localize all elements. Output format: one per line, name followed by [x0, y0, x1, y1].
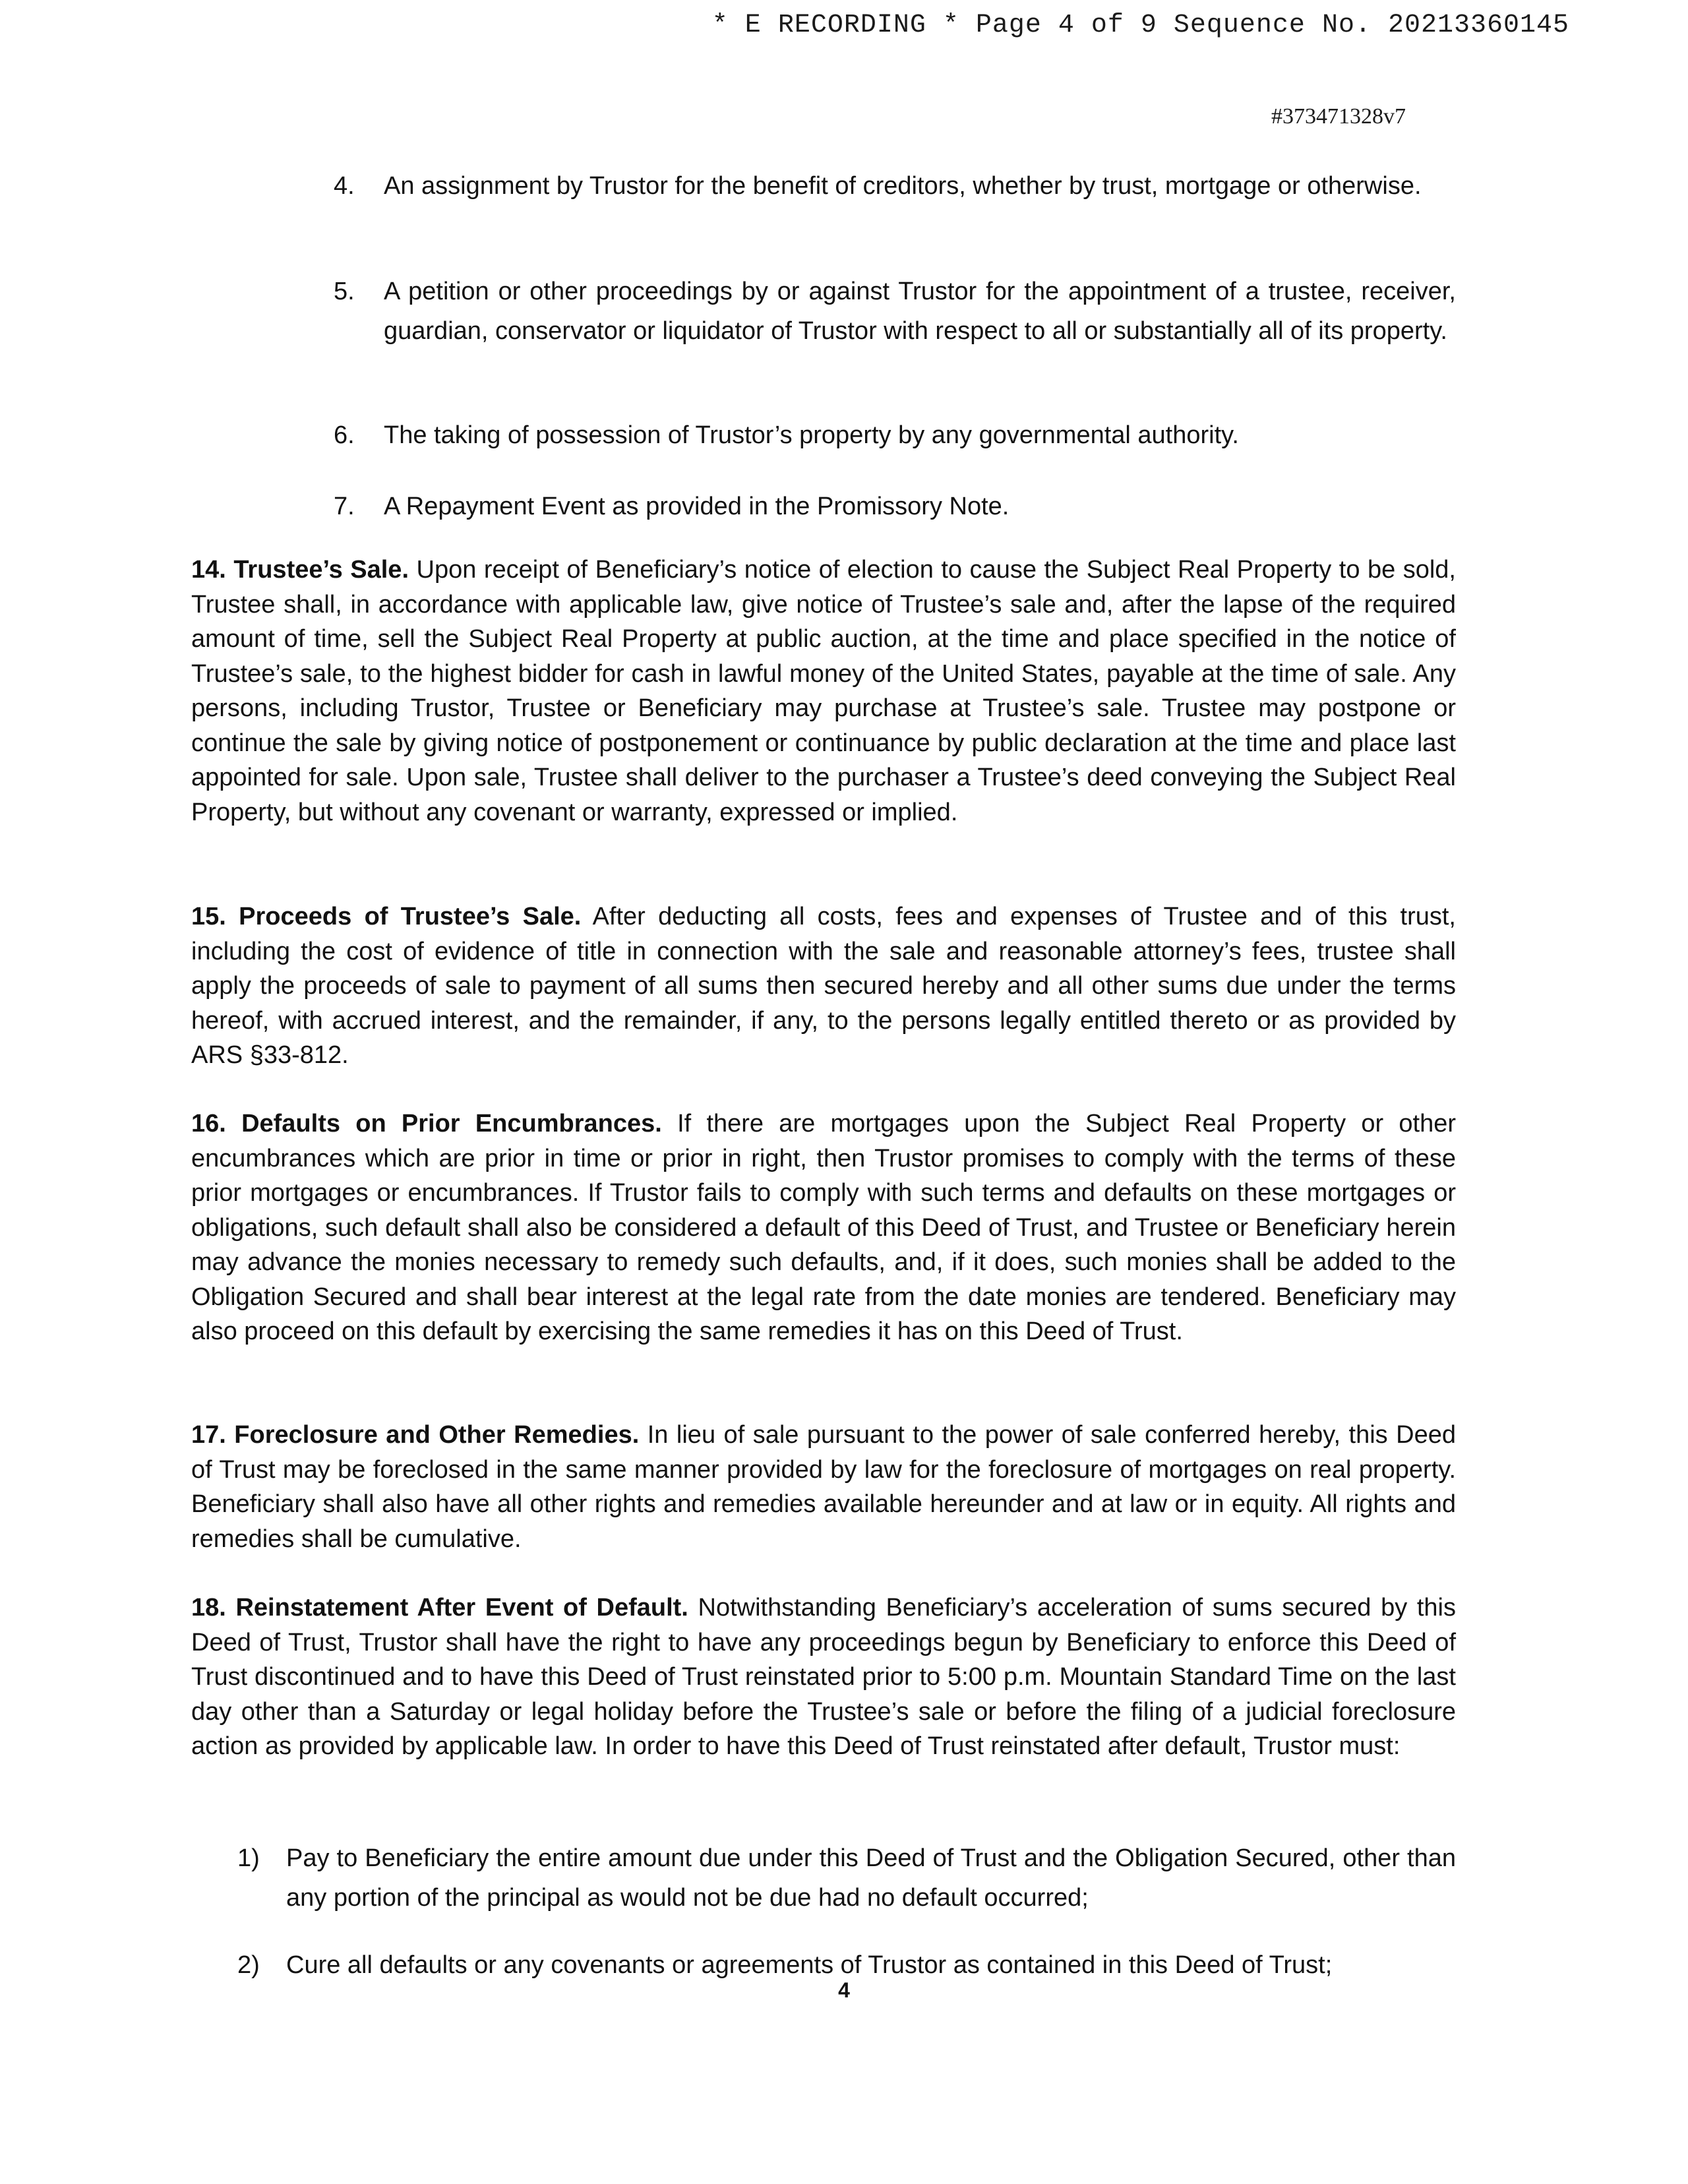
document-id: #373471328v7 [1271, 104, 1406, 129]
list-text: Pay to Beneficiary the entire amount due under this Deed of Trust and the Obligation Secured, other than any portion of the principal as would not be due had no default occurred; [286, 1844, 1456, 1912]
section-15 [191, 899, 1456, 1073]
list-number: 1) [237, 1844, 260, 1872]
section-heading: 16. Defaults on Prior Encumbrances. [191, 1110, 662, 1138]
recording-header: * E RECORDING * Page 4 of 9 Sequence No. 20213360145 [711, 11, 1569, 40]
list-item [237, 1838, 1456, 1918]
section-16 [191, 1107, 1456, 1349]
list-text: An assignment by Trustor for the benefit of creditors, whether by trust, mortgage or otherwise. [384, 172, 1422, 200]
list-number: 7. [334, 493, 355, 520]
list-text: A petition or other proceedings by or against Trustor for the appointment of a trustee, receiver, guardian, conservator or liquidator of Trustor with respect to all or substantially all of its property. [384, 278, 1456, 345]
list-number: 6. [334, 421, 355, 449]
list-number: 4. [334, 172, 355, 200]
section-heading: 14. Trustee’s Sale. [191, 556, 409, 584]
list-item [334, 166, 1456, 206]
list-item [334, 415, 1456, 455]
list-text: The taking of possession of Trustor’s property by any governmental authority. [384, 421, 1239, 449]
section-body: Notwithstanding Beneficiary’s acceleration of sums secured by this Deed of Trust, Trustor shall have the right to have any proceedings begun by Beneficiary to enforce this Deed of Trust discontinued and to have this Deed of Trust reinstated prior to 5:00 p.m. Mountain Standard Time on the last day other than a Saturday or legal holiday before the Trustee’s sale or before the filing of a judicial foreclosure action as provided by applicable law. In order to have this Deed of Trust reinstated after default, Trustor must: [191, 1594, 1456, 1760]
list-item [334, 487, 1456, 526]
page-number: 4 [838, 1978, 850, 2002]
section-body: In lieu of sale pursuant to the power of sale conferred hereby, this Deed of Trust may be foreclosed in the same manner provided by law for the foreclosure of mortgages on real property. Beneficiary shall also have all other rights and remedies available hereunder and at law or in equity. All rights and remedies shall be cumulative. [191, 1421, 1456, 1553]
section-18 [191, 1591, 1456, 1764]
list-text: A Repayment Event as provided in the Promissory Note. [384, 493, 1010, 520]
section-heading: 17. Foreclosure and Other Remedies. [191, 1421, 640, 1449]
section-body: After deducting all costs, fees and expenses of Trustee and of this trust, including the cost of evidence of title in connection with the sale and reasonable attorney’s fees, trustee shall apply the proceeds of sale to payment of all sums then secured hereby and all other sums due under the terms hereof, with accrued interest, and the remainder, if any, to the persons legally entitled thereto or as provided by ARS §33-812. [191, 903, 1456, 1069]
list-item [334, 272, 1456, 351]
section-17 [191, 1418, 1456, 1556]
list-number: 5. [334, 278, 355, 305]
section-body: Upon receipt of Beneficiary’s notice of election to cause the Subject Real Property to be sold, Trustee shall, in accordance with applicable law, give notice of Trustee’s sale and, after the lapse of the required amount of time, sell the Subject Real Property at public auction, at the time and place specified in the notice of Trustee’s sale, to the highest bidder for cash in lawful money of the United States, payable at the time of sale. Any persons, including Trustor, Trustee or Beneficiary may purchase at Trustee’s sale. Trustee may postpone or continue the sale by giving notice of postponement or continuance by public declaration at the time and place last appointed for sale. Upon sale, Trustee shall deliver to the purchaser a Trustee’s deed conveying the Subject Real Property, but without any covenant or warranty, expressed or implied. [191, 556, 1456, 826]
section-body: If there are mortgages upon the Subject Real Property or other encumbrances which are prior in time or prior in right, then Trustor promises to comply with the terms of these prior mortgages or encumbrances. If Trustor fails to comply with such terms and defaults on these mortgages or obligations, such default shall also be considered a default of this Deed of Trust, and Trustee or Beneficiary herein may advance the monies necessary to remedy such defaults, and, if it does, such monies shall be added to the Obligation Secured and shall bear interest at the legal rate from the date monies are tendered. Beneficiary may also proceed on this default by exercising the same remedies it has on this Deed of Trust. [191, 1110, 1456, 1345]
list-number: 2) [237, 1951, 260, 1979]
section-heading: 18. Reinstatement After Event of Default. [191, 1594, 688, 1622]
section-heading: 15. Proceeds of Trustee’s Sale. [191, 903, 582, 930]
section-14 [191, 553, 1456, 830]
list-text: Cure all defaults or any covenants or agreements of Trustor as contained in this Deed of Trust; [286, 1951, 1333, 1979]
